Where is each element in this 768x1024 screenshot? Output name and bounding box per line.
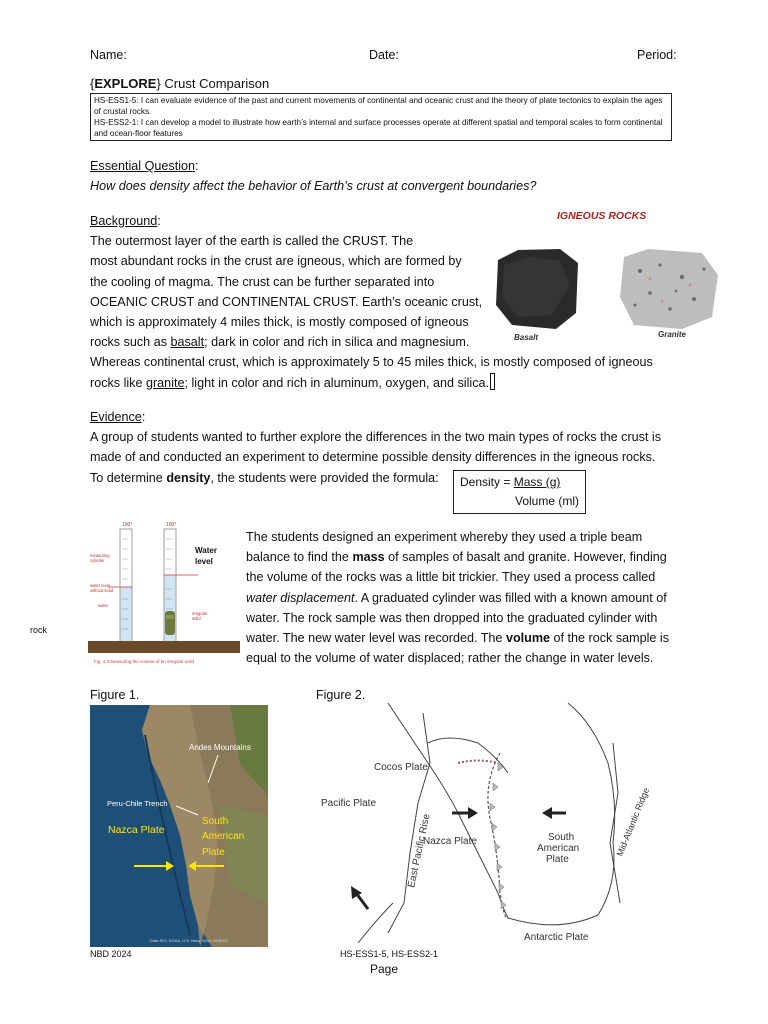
background-line: The outermost layer of the earth is called the CRUST. The (90, 234, 414, 249)
granite-caption: Granite (658, 330, 687, 339)
experiment-line: equal to the volume of water displaced; rather the change in water levels. (246, 651, 654, 666)
background-line: which is approximately 4 miles thick, is mostly composed of igneous (90, 315, 469, 330)
south-american-plate-label-2: American (202, 831, 245, 842)
nazca-plate-diagram-label: Nazca Plate (423, 836, 477, 847)
density-term: density (166, 470, 211, 485)
footer-standards: HS-ESS1-5, HS-ESS2-1 (340, 949, 439, 959)
figure-2-diagram (318, 703, 652, 945)
title-tag: EXPLORE (94, 76, 157, 91)
cylinder-label: cylinder (90, 558, 105, 563)
evidence-line: To determine density, the students were provided the formula: (90, 470, 439, 485)
water-displacement-diagram (88, 515, 240, 670)
water-displacement-term: water displacement (246, 590, 355, 605)
standard-1: HS-ESS1-5: I can evaluate evidence of the past and current movements of continental and oceanic crust and the theory of plate tectonics to explain the ages of crustal rocks. (94, 96, 663, 116)
igneous-rocks-image (490, 205, 720, 345)
water-level-without-solid-label: water level (90, 583, 111, 588)
background-line: Whereas continental crust, which is approximately 5 to 45 miles thick, is mostly composed of igneous (90, 355, 653, 370)
background-line: most abundant rocks in the crust are igneous, which are formed by (90, 254, 462, 269)
figure-1-label: Figure 1. (90, 688, 140, 702)
background-colon: : (157, 214, 161, 228)
text-cursor-box (490, 373, 495, 390)
irregular-solid-rock (165, 611, 175, 635)
measuring-label: measuring (90, 553, 110, 558)
essential-colon: : (195, 159, 199, 173)
experiment-line: the volume of the rocks was a little bit trickier. They used a process called (246, 570, 656, 585)
south-american-diagram-label-3: Plate (546, 854, 569, 865)
rock-texture (166, 615, 174, 619)
antarctic-plate-label: Antarctic Plate (524, 932, 589, 943)
plate-boundary-diagram (318, 703, 652, 945)
background-line: OCEANIC CRUST and CONTINENTAL CRUST. Earth’s oceanic crust, (90, 294, 483, 309)
background-line: the cooling of magma. The crust can be further separated into (90, 274, 435, 289)
water-label: water (98, 603, 109, 608)
without-solid-label: without solid (90, 588, 114, 593)
footer-page: Page (370, 962, 399, 976)
south-america-satellite-image (90, 705, 268, 947)
irregular-label: irregular (192, 611, 208, 616)
footer-left: NBD 2024 (90, 949, 132, 959)
essential-heading: Essential Question (90, 159, 196, 173)
imagery-credit: Data SIO, NOAA, U.S. Navy, NGA, GEBCO (150, 938, 228, 943)
figure-1-map (90, 705, 268, 947)
nazca-plate-label: Nazca Plate (108, 824, 165, 836)
evidence-section (90, 407, 710, 488)
pacific-plate-label: Pacific Plate (321, 798, 377, 809)
volume-term: volume (505, 631, 551, 646)
standards-box (90, 93, 672, 141)
water-level-label-1: Water (195, 546, 217, 555)
evidence-heading: Evidence (90, 410, 142, 424)
south-american-diagram-label-2: American (537, 843, 580, 854)
essential-question: How does density affect the behavior of Earth’s crust at convergent boundaries? (90, 179, 537, 194)
background-line: rocks such as basalt; dark in color and rich in silica and magnesium. (90, 335, 470, 350)
igneous-rocks-figure (490, 205, 720, 345)
peru-chile-trench-label: Peru-Chile Trench (107, 799, 168, 808)
evidence-line: A group of students wanted to further explore the differences in the two main types of rocks the crust is (90, 430, 661, 445)
south-american-plate-label-3: Plate (202, 847, 225, 858)
east-pacific-rise-label: East Pacific Rise (406, 812, 433, 889)
mass-term: mass (352, 550, 385, 565)
mid-atlantic-ridge-label: Mid-Atlantic Ridge (614, 786, 652, 858)
basalt-caption: Basalt (514, 333, 539, 342)
standard-2: HS-ESS2-1: I can develop a model to illustrate how earth’s internal and surface processes operate at different spatial and temporal scales to form continental and ocean-floor features (94, 118, 663, 138)
cylinder-top-label-left: 100° (122, 522, 133, 528)
south-american-plate-label-1: South (202, 816, 229, 827)
experiment-line: water displacement. A graduated cylinder was filled with a known amount of (246, 590, 667, 605)
density-formula-box (453, 470, 586, 514)
rock-label: rock (30, 625, 48, 635)
cylinder-top-label-right: 100° (166, 522, 177, 528)
south-american-diagram-label-1: South (548, 832, 575, 843)
figure-2-label: Figure 2. (316, 688, 366, 702)
essential-question-section (90, 156, 690, 196)
evidence-colon: : (141, 410, 146, 424)
table-surface (88, 641, 240, 653)
formula-lhs: Density = (460, 475, 514, 489)
formula-numerator: Mass (g) (513, 475, 561, 489)
experiment-line: water. The new water level was recorded. The volume of the rock sample is (246, 631, 670, 646)
basalt-term: basalt (170, 335, 205, 350)
period-label: Period: (637, 48, 677, 62)
solid-label: solid (192, 616, 201, 621)
granite-rock (620, 249, 718, 329)
experiment-line: balance to find the mass of samples of basalt and granite. However, finding (246, 550, 667, 565)
formula-denominator: Volume (ml) (515, 494, 580, 508)
igneous-title: IGNEOUS ROCKS (557, 210, 647, 222)
cocos-plate-label: Cocos Plate (374, 762, 428, 773)
background-line: rocks like granite; light in color and rich in aluminum, oxygen, and silica. (90, 373, 710, 393)
experiment-line: water. The rock sample was then dropped into the graduated cylinder with (246, 610, 658, 625)
title-brace-open: { (90, 76, 95, 91)
experiment-line: The students designed an experiment whereby they used a triple beam (246, 530, 643, 544)
name-label: Name: (90, 48, 127, 62)
worksheet-title (90, 76, 269, 91)
background-heading: Background (90, 214, 158, 228)
andes-mountains-label: Andes Mountains (189, 743, 251, 752)
granite-term: granite (145, 375, 185, 390)
title-text: } Crust Comparison (156, 76, 270, 91)
cylinder-figure (88, 515, 240, 670)
water-level-label-2: level (195, 557, 213, 566)
left-cylinder-water (121, 587, 132, 641)
evidence-line: made of and conducted an experiment to determine possible density differences in the igneous rocks. (90, 450, 656, 465)
experiment-paragraph (246, 527, 686, 668)
date-label: Date: (369, 48, 399, 62)
cylinder-caption: Fig. 4.3 Measuring the volume of an irregular solid (94, 659, 195, 664)
